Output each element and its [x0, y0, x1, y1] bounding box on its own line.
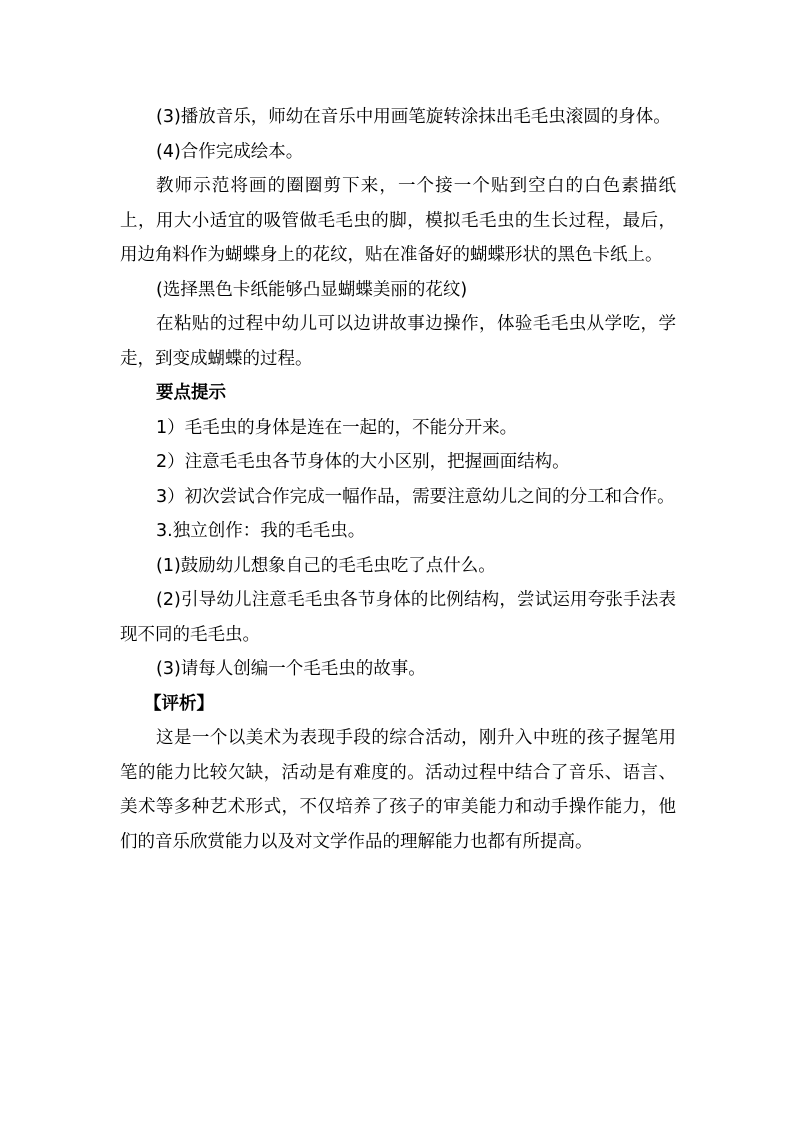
step-4-paragraph: (4)合作完成绘本。	[156, 141, 304, 162]
tip-item-1: 1）毛毛虫的身体是连在一起的，不能分开来。	[156, 417, 518, 438]
independent-item-1: (1)鼓励幼儿想象自己的毛毛虫吃了点什么。	[156, 555, 496, 576]
independent-creation-heading: 3.独立创作：我的毛毛虫。	[156, 521, 366, 541]
black-card-note: (选择黑色卡纸能够凸显蝴蝶美丽的花纹)	[156, 279, 468, 300]
independent-item-3: (3)请每人创编一个毛毛虫的故事。	[156, 659, 426, 679]
teacher-demo-paragraph: 教师示范将画的圈圈剪下来，一个接一个贴到空白的白色素描纸上，用大小适宜的吸管做毛毛虫的脚，模拟毛毛虫的生长过程，最后，用边角料作为蝴蝶身上的花纹，贴在准备好的蝴蝶形状的黑色卡纸上。	[120, 176, 676, 265]
independent-item-2: (2)引导幼儿注意毛毛虫各节身体的比例结构，尝试运用夸张手法表现不同的毛毛虫。	[120, 590, 676, 645]
tip-item-2: 2）注意毛毛虫各节身体的大小区别，把握画面结构。	[156, 452, 570, 472]
tips-heading: 要点提示	[156, 383, 226, 403]
tip-item-3: 3）初次尝试合作完成一幅作品，需要注意幼儿之间的分工和合作。	[156, 486, 675, 507]
review-paragraph: 这是一个以美术为表现手段的综合活动，刚升入中班的孩子握笔用笔的能力比较欠缺，活动是有难度的。活动过程中结合了音乐、语言、美术等多种艺术形式，不仅培养了孩子的审美能力和动手操作能力，他们的音乐欣赏能力以及对文学作品的理解能力也都有所提高。	[120, 728, 676, 852]
document-body	[120, 100, 676, 859]
review-heading: 【评析】	[144, 693, 214, 714]
paste-process-paragraph: 在粘贴的过程中幼儿可以边讲故事边操作，体验毛毛虫从学吃，学走，到变成蝴蝶的过程。	[120, 314, 676, 369]
step-3-paragraph: (3)播放音乐，师幼在音乐中用画笔旋转涂抹出毛毛虫滚圆的身体。	[156, 107, 671, 127]
